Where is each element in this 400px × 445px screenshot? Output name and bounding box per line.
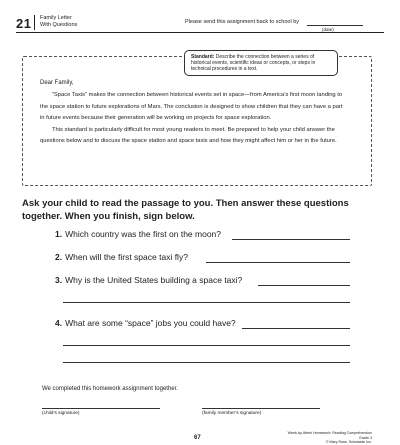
page-title <box>40 15 77 29</box>
credit-line-1: Week-by-Week Homework: Reading Comprehension Grade 3 <box>287 431 372 440</box>
page-number: 21 <box>16 16 32 31</box>
question-1 <box>55 229 221 239</box>
completion-statement: We completed this homework assignment together. <box>42 386 178 392</box>
date-blank-line <box>307 25 363 26</box>
answer-line-2[interactable] <box>206 262 350 263</box>
answer-line-3[interactable] <box>258 285 350 286</box>
question-text: Which country was the first on the moon? <box>65 229 221 239</box>
answer-line-1[interactable] <box>232 239 350 240</box>
question-number: 2. <box>55 252 63 262</box>
question-3 <box>55 275 242 285</box>
question-text: When will the first space taxi fly? <box>65 252 188 262</box>
family-signature-label: (family member’s signature) <box>202 411 262 416</box>
question-2 <box>55 252 188 262</box>
letter-paragraph-2: This standard is particularly difficult for most young readers to meet. Be prepared to help your child answer the questions below and to discuss the space station and space taxis and how they might affect him or her in the future. <box>40 126 337 144</box>
question-number: 4. <box>55 318 63 328</box>
send-back-note: Please send this assignment back to school by <box>185 19 300 25</box>
standard-text: Describe the connection between a series of historical events, scientific ideas or concepts, or steps in technical procedures in a text. <box>191 54 316 73</box>
instructions: Ask your child to read the passage to you. Then answer these questions together. When you finish, sign below. <box>22 198 349 222</box>
child-signature-label: (child’s signature) <box>42 411 80 416</box>
child-signature-line[interactable] <box>42 408 160 409</box>
answer-line-4c[interactable] <box>63 362 350 363</box>
page-title-line1: Family Letter <box>40 15 72 21</box>
question-4 <box>55 318 236 328</box>
footer-page-number: 67 <box>194 435 201 441</box>
credit-line-2: © Mary Rose, Scholastic Inc. <box>325 440 372 445</box>
header-rule <box>16 32 384 33</box>
letter-body <box>40 90 346 148</box>
answer-line-4[interactable] <box>242 328 350 329</box>
family-signature-line[interactable] <box>202 408 320 409</box>
standard-callout <box>184 50 338 76</box>
credit-line <box>282 431 372 445</box>
answer-line-3b[interactable] <box>63 302 350 303</box>
page-title-line2: With Questions <box>40 22 78 28</box>
date-label: (date) <box>322 27 334 32</box>
question-number: 1. <box>55 229 63 239</box>
standard-label: Standard: <box>191 54 215 60</box>
letter-greeting: Dear Family, <box>40 80 74 86</box>
question-text: Why is the United States building a space taxi? <box>65 275 243 285</box>
letter-paragraph-1: “Space Taxis” makes the connection between historical events set in space—from America’s first moon landing to the space station to future explorations of Mars. The conclusion is designed to show children that they can have a part in future events because their generation will be working on projects for space exploration. <box>40 92 343 121</box>
question-text: What are some “space” jobs you could have? <box>65 318 236 328</box>
header-divider <box>34 15 35 30</box>
answer-line-4b[interactable] <box>63 345 350 346</box>
question-number: 3. <box>55 275 63 285</box>
